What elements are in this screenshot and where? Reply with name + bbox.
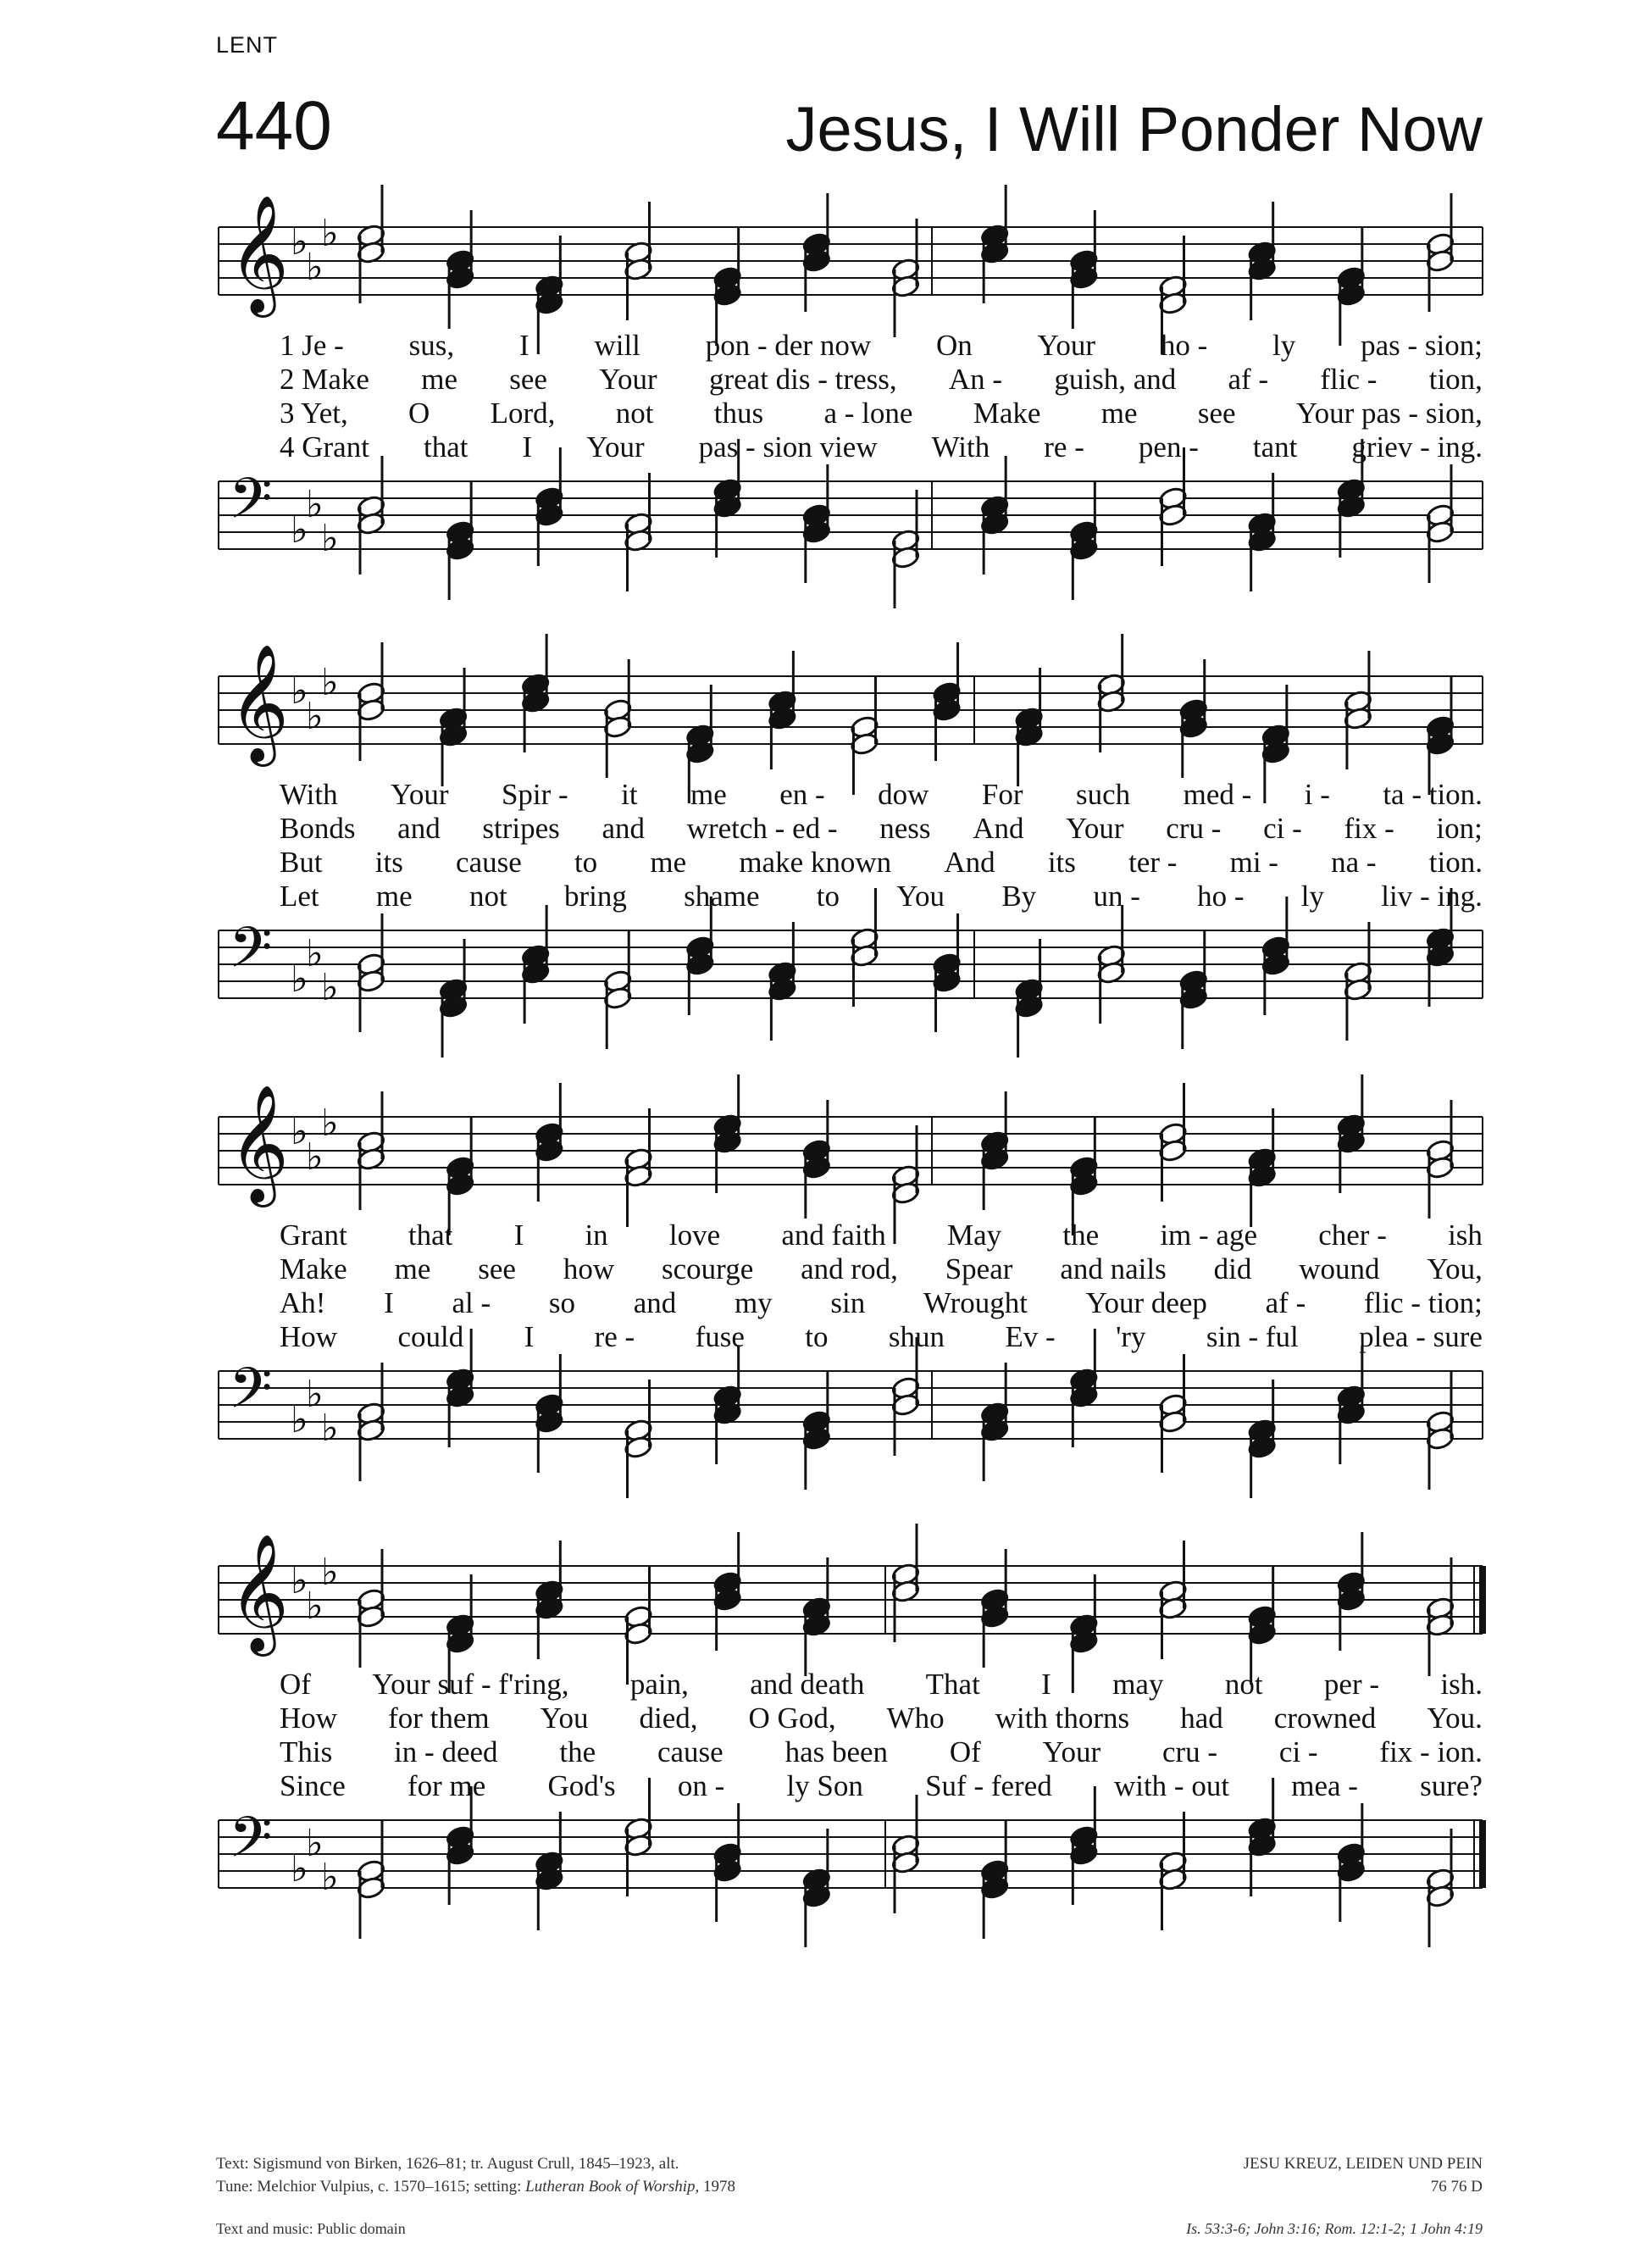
lyric-syllable: to (816, 880, 840, 913)
lyric-syllable: Your deep (1085, 1286, 1207, 1319)
flat-sign-icon: ♭ (291, 220, 308, 264)
lyric-syllable: I (384, 1286, 394, 1319)
lyric-syllable: flic - (1320, 363, 1378, 396)
flat-sign-icon: ♭ (306, 1822, 324, 1865)
lyric-syllable: in - deed (394, 1735, 498, 1768)
lyric-syllable: af - (1265, 1286, 1306, 1319)
lyric-syllable: cru - (1161, 1735, 1218, 1768)
flat-sign-icon: ♭ (321, 517, 339, 560)
treble-clef-icon: 𝄞 (229, 195, 289, 313)
lyric-syllable: mea - (1291, 1769, 1358, 1802)
lyric-syllable: By (1001, 880, 1037, 913)
lyric-syllable: a - lone (823, 397, 913, 430)
lyric-syllable: sin (830, 1286, 866, 1319)
lyric-syllable: stripes (482, 812, 560, 845)
lyric-syllable: dow (878, 778, 929, 811)
lyric-syllable: ta - tion. (1383, 778, 1483, 811)
lyric-syllable: sure? (1420, 1769, 1483, 1802)
lyric-syllable: had (1180, 1702, 1223, 1735)
lyric-syllable: pon - der now (705, 329, 872, 362)
flat-sign-icon: ♭ (291, 1110, 308, 1153)
lyric-syllable: pas - sion; (1361, 329, 1483, 362)
hymn-number: 440 (216, 87, 332, 164)
lyric-syllable: Lord, (490, 397, 556, 430)
flat-sign-icon: ♭ (321, 1856, 339, 1899)
lyric-syllable: 2 Make (280, 363, 369, 396)
lyric-syllable: cru - (1166, 812, 1222, 845)
lyric-syllable: Make (280, 1252, 347, 1285)
lyric-syllable: see (1197, 397, 1236, 430)
lyric-syllable: tant (1252, 430, 1298, 464)
lyric-line (280, 397, 1483, 430)
treble-clef-icon: 𝄞 (229, 644, 289, 762)
lyric-syllable: will (594, 329, 640, 362)
flat-sign-icon: ♭ (291, 1398, 308, 1441)
lyric-syllable: tion. (1428, 846, 1483, 879)
flat-sign-icon: ♭ (306, 1135, 324, 1179)
lyric-syllable: the (1062, 1219, 1100, 1252)
lyric-syllable: and nails (1060, 1252, 1167, 1285)
lyric-syllable: wretch - ed - (686, 812, 838, 845)
lyric-syllable: An - (948, 363, 1003, 396)
lyric-syllable: Your (599, 363, 657, 396)
lyric-syllable: May (947, 1219, 1002, 1252)
lyric-syllable: Ah! (280, 1286, 326, 1319)
lyric-syllable: me (650, 846, 687, 879)
lyric-syllable: may (1112, 1668, 1164, 1701)
flat-sign-icon: ♭ (306, 1585, 324, 1628)
season-label: LENT (216, 32, 279, 58)
lyric-line (280, 846, 1483, 880)
lyric-syllable: Who (886, 1702, 945, 1735)
lyric-syllable: fix - (1344, 812, 1394, 845)
lyric-syllable: af - (1228, 363, 1269, 396)
lyric-syllable: Of (949, 1735, 981, 1768)
lyric-line (280, 363, 1483, 397)
flat-sign-icon: ♭ (321, 661, 339, 704)
lyric-syllable: pain, (629, 1668, 689, 1701)
lyric-line (280, 812, 1483, 846)
lyric-syllable: You. (1427, 1702, 1483, 1735)
tune-credit (216, 2175, 735, 2198)
lyric-syllable: its (374, 846, 403, 879)
flat-sign-icon: ♭ (291, 1559, 308, 1602)
lyric-syllable: 'ry (1116, 1320, 1146, 1353)
flat-sign-icon: ♭ (291, 1847, 308, 1890)
lyric-syllable: it (621, 778, 638, 811)
lyric-line (280, 1286, 1483, 1320)
lyric-syllable: God's (547, 1769, 616, 1802)
lyric-syllable: im - age (1160, 1219, 1258, 1252)
lyric-line (280, 329, 1483, 363)
lyric-syllable: With (280, 778, 338, 811)
lyric-syllable: Since (280, 1769, 346, 1802)
lyric-syllable: ish. (1440, 1668, 1483, 1701)
lyric-line (280, 1702, 1483, 1735)
lyric-syllable: such (1075, 778, 1131, 811)
lyric-syllable: I (522, 430, 533, 464)
lyric-syllable: O God, (748, 1702, 836, 1735)
lyrics-system-4 (280, 1668, 1483, 1803)
lyric-syllable: med - (1183, 778, 1252, 811)
lyric-syllable: Spear (945, 1252, 1013, 1285)
tune-credit-year: 1978 (703, 2178, 736, 2196)
lyric-syllable: al - (452, 1286, 491, 1319)
lyrics-system-2 (280, 778, 1483, 913)
lyric-syllable: not (468, 880, 507, 913)
lyric-syllable: un - (1093, 880, 1140, 913)
lyric-syllable: Your (391, 778, 449, 811)
lyric-syllable: O (408, 397, 430, 430)
lyric-syllable: And (973, 812, 1024, 845)
lyric-syllable: Your (586, 430, 645, 464)
lyric-syllable: to (805, 1320, 829, 1353)
text-credit: Text: Sigismund von Birken, 1626–81; tr. August Crull, 1845–1923, alt. (216, 2155, 679, 2173)
lyric-syllable: the (559, 1735, 596, 1768)
tune-name: JESU KREUZ, LEIDEN UND PEIN (1243, 2155, 1483, 2173)
lyric-syllable: me (1100, 397, 1138, 430)
lyric-line (280, 880, 1483, 913)
lyric-syllable: cause (657, 1735, 723, 1768)
lyric-syllable: so (548, 1286, 575, 1319)
lyric-syllable: scourge (662, 1252, 754, 1285)
lyric-syllable: You (540, 1702, 589, 1735)
lyric-syllable: Your (1037, 329, 1095, 362)
treble-clef-icon: 𝄞 (229, 1534, 289, 1652)
lyric-syllable: and faith (781, 1219, 886, 1252)
lyric-syllable: me (690, 778, 727, 811)
lyric-syllable: Your pas - sion, (1295, 397, 1483, 430)
lyric-syllable: guish, and (1054, 363, 1177, 396)
lyric-syllable: see (509, 363, 547, 396)
flat-sign-icon: ♭ (321, 966, 339, 1009)
bass-clef-icon: 𝄢 (229, 1356, 273, 1435)
lyric-line (280, 778, 1483, 812)
lyric-syllable: tion, (1428, 363, 1483, 396)
lyric-syllable: Your suf - f'ring, (372, 1668, 569, 1701)
copyright: Text and music: Public domain (216, 2220, 406, 2237)
lyric-syllable: wound (1299, 1252, 1380, 1285)
lyric-syllable: that (407, 1219, 453, 1252)
flat-sign-icon: ♭ (306, 483, 324, 526)
lyric-line (280, 430, 1483, 464)
lyric-syllable: not (615, 397, 654, 430)
lyric-syllable: and death (750, 1668, 865, 1701)
lyric-syllable: in (585, 1219, 608, 1252)
flat-sign-icon: ♭ (291, 958, 308, 1001)
lyrics-system-1 (280, 329, 1483, 464)
lyric-syllable: with thorns (995, 1702, 1130, 1735)
flat-sign-icon: ♭ (306, 695, 324, 738)
lyric-syllable: ho - (1160, 329, 1208, 362)
lyric-syllable: ly Son (786, 1769, 863, 1802)
lyric-syllable: For (981, 778, 1023, 811)
lyric-syllable: re - (1044, 430, 1084, 464)
bass-clef-icon: 𝄢 (229, 915, 273, 994)
lyric-syllable: ion; (1436, 812, 1483, 845)
lyric-syllable: Spir - (501, 778, 568, 811)
lyric-syllable: Ev - (1005, 1320, 1056, 1353)
lyric-syllable: I (513, 1219, 524, 1252)
lyric-syllable: died, (639, 1702, 698, 1735)
lyric-syllable: I (518, 329, 529, 362)
lyric-syllable: has been (784, 1735, 889, 1768)
lyric-syllable: How (280, 1320, 338, 1353)
lyric-line (280, 1219, 1483, 1252)
lyric-syllable: and (397, 812, 441, 845)
lyric-syllable: Suf - fered (925, 1769, 1052, 1802)
lyric-syllable: sin - ful (1206, 1320, 1299, 1353)
lyric-syllable: Bonds (280, 812, 356, 845)
lyric-line (280, 1320, 1483, 1354)
lyric-syllable: griev - ing. (1351, 430, 1483, 464)
meter: 76 76 D (1430, 2178, 1483, 2196)
lyric-syllable: on - (677, 1769, 725, 1802)
lyric-syllable: my (734, 1286, 773, 1319)
lyric-syllable: na - (1331, 846, 1377, 879)
lyric-syllable: You, (1427, 1252, 1483, 1285)
flat-sign-icon: ♭ (306, 246, 324, 289)
lyric-syllable: plea - sure (1359, 1320, 1483, 1353)
lyric-syllable: for me (407, 1769, 486, 1802)
lyric-syllable: shame (684, 880, 760, 913)
lyric-syllable: me (394, 1252, 431, 1285)
flat-sign-icon: ♭ (306, 932, 324, 975)
lyric-syllable: 3 Yet, (280, 397, 348, 430)
lyric-syllable: You (896, 880, 945, 913)
lyric-syllable: ly (1300, 880, 1325, 913)
lyric-syllable: great dis - tress, (708, 363, 897, 396)
lyric-syllable: and (601, 812, 646, 845)
lyric-syllable: How (280, 1702, 338, 1735)
credits (216, 2152, 735, 2198)
lyric-syllable: did (1213, 1252, 1252, 1285)
lyric-syllable: its (1047, 846, 1076, 879)
lyric-syllable: Let (280, 880, 319, 913)
lyric-syllable: ness (879, 812, 931, 845)
flat-sign-icon: ♭ (321, 1102, 339, 1145)
lyric-syllable: This (280, 1735, 333, 1768)
lyric-syllable: Grant (280, 1219, 347, 1252)
lyric-syllable: Your (1042, 1735, 1101, 1768)
lyric-line (280, 1735, 1483, 1769)
flat-sign-icon: ♭ (321, 212, 339, 255)
flat-sign-icon: ♭ (291, 669, 308, 713)
lyric-syllable: Your (1066, 812, 1124, 845)
lyric-syllable: 4 Grant (280, 430, 369, 464)
tune-credit-prefix: Tune: Melchior Vulpius, c. 1570–1615; setting: (216, 2178, 522, 2196)
lyric-syllable: ter - (1128, 846, 1178, 879)
lyrics-system-3 (280, 1219, 1483, 1354)
lyric-syllable: shun (888, 1320, 945, 1353)
lyric-syllable: love (668, 1219, 721, 1252)
lyric-syllable: sus, (408, 329, 455, 362)
lyric-syllable: me (375, 880, 413, 913)
tune-credit-source: Lutheran Book of Worship, (525, 2178, 700, 2196)
lyric-syllable: en - (779, 778, 825, 811)
lyric-syllable: and (633, 1286, 677, 1319)
lyric-line (280, 1769, 1483, 1803)
treble-clef-icon: 𝄞 (229, 1085, 289, 1202)
lyric-syllable: I (1041, 1668, 1051, 1701)
lyric-syllable: But (280, 846, 323, 879)
tune-info (1244, 2152, 1483, 2198)
lyric-syllable: Wrought (923, 1286, 1028, 1319)
scripture-references: Is. 53:3-6; John 3:16; Rom. 12:1-2; 1 John 4:19 (1186, 2220, 1483, 2237)
lyric-syllable: not (1224, 1668, 1263, 1701)
lyric-syllable: And (944, 846, 995, 879)
lyric-syllable: fuse (695, 1320, 745, 1353)
lyric-line (280, 1252, 1483, 1286)
lyric-syllable: ly (1272, 329, 1296, 362)
lyric-syllable: flic - tion; (1363, 1286, 1483, 1319)
lyric-syllable: could (397, 1320, 464, 1353)
flat-sign-icon: ♭ (291, 508, 308, 552)
hymn-title: Jesus, I Will Ponder Now (785, 94, 1483, 164)
lyric-syllable: ish (1448, 1219, 1483, 1252)
lyric-syllable: how (563, 1252, 615, 1285)
lyric-syllable: for them (388, 1702, 490, 1735)
bass-clef-icon: 𝄢 (229, 1805, 273, 1884)
bass-clef-icon: 𝄢 (229, 466, 273, 545)
lyric-syllable: cause (456, 846, 522, 879)
lyric-syllable: and rod, (801, 1252, 898, 1285)
lyric-syllable: On (935, 329, 973, 362)
flat-sign-icon: ♭ (321, 1551, 339, 1594)
lyric-syllable: mi - (1229, 846, 1278, 879)
lyric-syllable: cher - (1318, 1219, 1387, 1252)
lyric-syllable: i - (1304, 778, 1330, 811)
flat-sign-icon: ♭ (306, 1373, 324, 1416)
lyric-syllable: With (931, 430, 990, 464)
lyric-syllable: that (423, 430, 468, 464)
lyric-syllable: fix - ion. (1379, 1735, 1483, 1768)
lyric-syllable: I (524, 1320, 535, 1353)
lyric-line (280, 1668, 1483, 1702)
lyric-syllable: ci - (1278, 1735, 1318, 1768)
lyric-syllable: Of (280, 1668, 311, 1701)
lyric-syllable: pen - (1138, 430, 1199, 464)
flat-sign-icon: ♭ (321, 1407, 339, 1450)
lyric-syllable: pas - sion view (698, 430, 878, 464)
lyric-syllable: ho - (1197, 880, 1245, 913)
lyric-syllable: ci - (1263, 812, 1302, 845)
lyric-syllable: to (574, 846, 598, 879)
lyric-syllable: 1 Je - (280, 329, 344, 362)
lyric-syllable: with - out (1113, 1769, 1230, 1802)
lyric-syllable: re - (594, 1320, 635, 1353)
lyric-syllable: per - (1323, 1668, 1380, 1701)
lyric-syllable: Make (973, 397, 1041, 430)
lyric-syllable: bring (563, 880, 627, 913)
lyric-syllable: That (925, 1668, 980, 1701)
lyric-syllable: see (478, 1252, 516, 1285)
lyric-syllable: thus (713, 397, 764, 430)
lyric-syllable: make known (739, 846, 892, 879)
lyric-syllable: liv - ing. (1381, 880, 1483, 913)
lyric-syllable: crowned (1273, 1702, 1377, 1735)
lyric-syllable: me (421, 363, 457, 396)
